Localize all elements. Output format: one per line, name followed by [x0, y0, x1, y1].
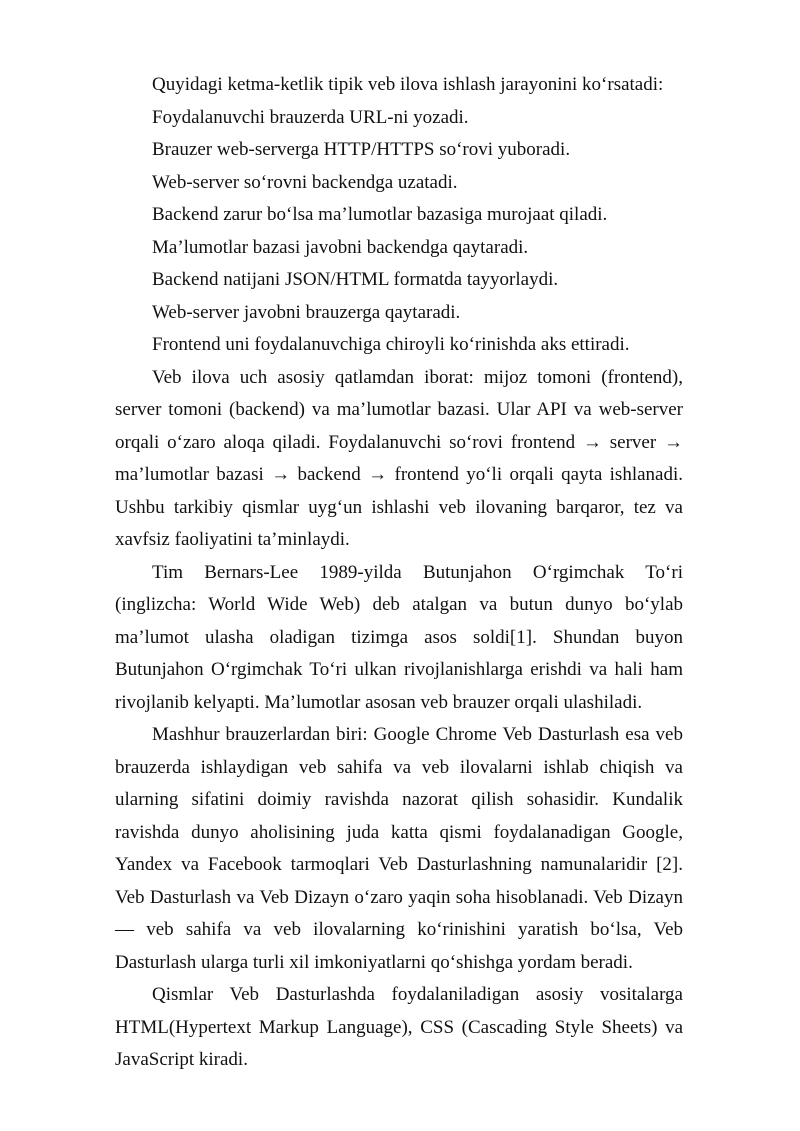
intro-line: Quyidagi ketma-ketlik tipik veb ilova ishlash jarayonini ko‘rsatadi:: [152, 74, 664, 95]
document-page: [115, 69, 683, 1077]
step-line: Backend zarur bo‘lsa ma’lumotlar bazasiga murojaat qiladi.: [152, 204, 608, 225]
paragraph-history: Tim Bernars-Lee 1989-yilda Butunjahon O‘rgimchak To‘ri (inglizcha: World Wide Web) deb atalgan va butun dunyo bo‘ylab ma’lumot ulasha oladigan tizimga asos soldi[1]. Shundan buyon Butunjahon O‘rgimchak To‘ri ulkan rivojlanishlarga erishdi va hali ham rivojlanib kelyapti. Ma’lumotlar asosan veb brauzer orqali ulashiladi.: [115, 561, 683, 713]
paragraph-tools-rest: HTML(Hypertext Markup Language), CSS (Cascading Style Sheets) va JavaScript kiradi.: [115, 1016, 683, 1070]
step-line: Frontend uni foydalanuvchiga chiroyli ko‘rinishda aks ettiradi.: [152, 334, 630, 355]
paragraph-web-dev: Mashhur brauzerlardan biri: Google Chrome Veb Dasturlash esa veb brauzerda ishlaydigan veb sahifa va veb ilovalarni ishlab chiqish va ularning sifatini doimiy ravishda nazorat qilish sohasidir. Kundalik ravishda dunyo aholisining juda katta qismi foydalanadigan Google, Yandex va Facebook tarmoqlari Veb Dasturlashning namunalaridir [2]. Veb Dasturlash va Veb Dizayn o‘zaro yaqin soha hisoblanadi. Veb Dizayn — veb sahifa va veb ilovalarning ko‘rinishini yaratish bo‘lsa, Veb Dasturlash ularga turli xil imkoniyatlarni qo‘shishga yordam beradi.: [115, 724, 683, 973]
step-line: Web-server so‘rovni backendga uzatadi.: [152, 171, 458, 193]
step-line: Brauzer web-serverga HTTP/HTTPS so‘rovi yuboradi.: [152, 139, 571, 160]
paragraph-tools-line1: Qismlar Veb Dasturlashda foydalaniladigan asosiy vositalarga: [152, 984, 683, 1005]
step-line: Web-server javobni brauzerga qaytaradi.: [152, 301, 461, 323]
step-line: Backend natijani JSON/HTML formatda tayyorlaydi.: [152, 269, 559, 290]
step-line: Ma’lumotlar bazasi javobni backendga qaytaradi.: [152, 236, 529, 258]
step-line: Foydalanuvchi brauzerda URL-ni yozadi.: [152, 106, 469, 128]
paragraph-layers: Veb ilova uch asosiy qatlamdan iborat: mijoz tomoni (frontend), server tomoni (backend) va ma’lumotlar bazasi. Ular API va web-server orqali o‘zaro aloqa qiladi. Foydalanuvchi so‘rovi frontend → server → ma’lumotlar bazasi → backend → frontend yo‘li orqali qayta ishlanadi. Ushbu tarkibiy qismlar uyg‘un ishlashi veb ilovaning barqaror, tez va xavfsiz faoliyatini ta’minlaydi.: [115, 366, 683, 550]
